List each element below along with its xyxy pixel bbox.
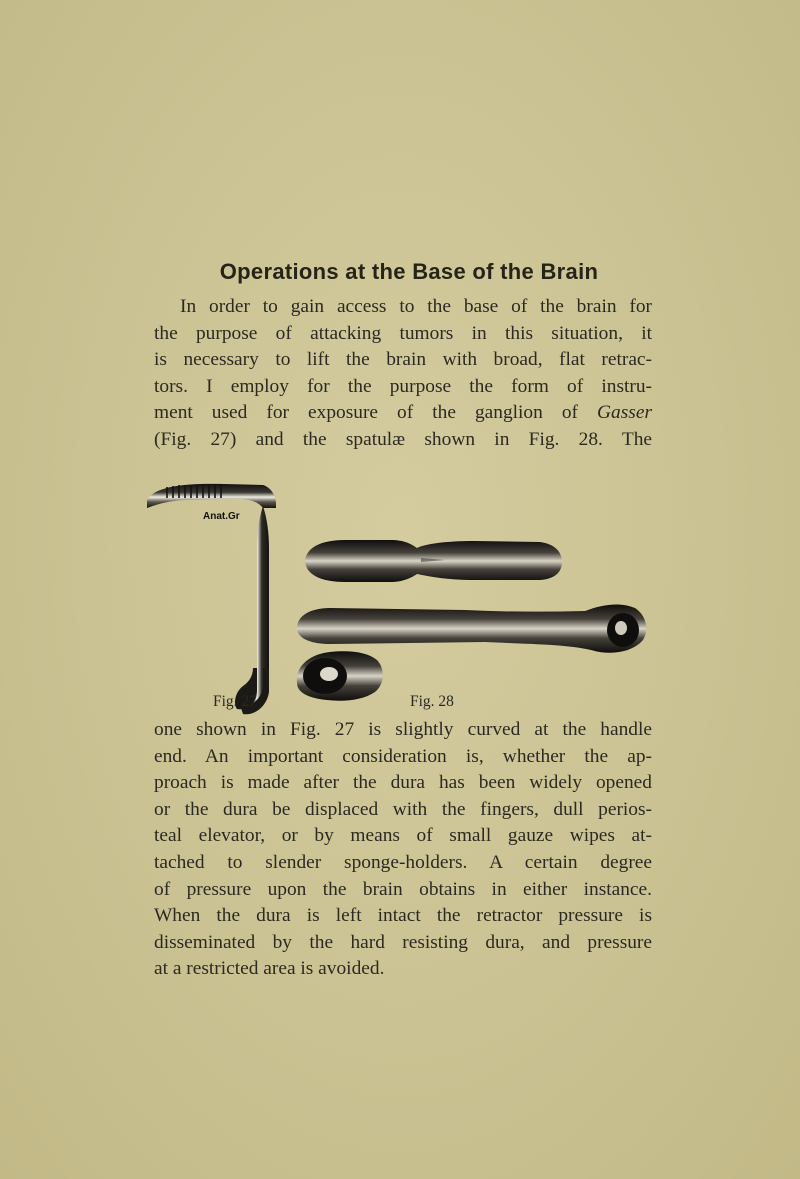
retractor-fig27 xyxy=(147,484,276,714)
text-line: In order to gain access to the base of the brain for xyxy=(180,296,652,317)
text-line: is necessary to lift the brain with broad, flat retrac- xyxy=(154,349,652,371)
figure-caption-27: Fig. 27 xyxy=(213,693,257,710)
gasser-name: Gasser xyxy=(597,402,652,424)
text-line: teal elevator, or by means of small gauze wipes at- xyxy=(154,825,652,847)
text-line: or the dura be displaced with the fingers, dull perios- xyxy=(154,798,652,820)
text-line-with-italic xyxy=(154,400,652,427)
text-line: tors. I employ for the purpose the form of instru- xyxy=(154,375,652,397)
paragraph-2 xyxy=(154,717,652,983)
instrument-figure xyxy=(145,478,665,723)
text-line: proach is made after the dura has been widely opened xyxy=(154,772,652,794)
figure-caption-28: Fig. 28 xyxy=(410,693,454,710)
text-line: When the dura is left intact the retractor pressure is xyxy=(154,905,652,927)
instrument-illustration xyxy=(145,478,665,723)
text-line: end. An important consideration is, whether the ap- xyxy=(154,745,652,767)
page-title: Operations at the Base of the Brain xyxy=(219,259,599,284)
text-line: tached to slender sponge-holders. A certain degree xyxy=(154,851,652,873)
text-line: of pressure upon the brain obtains in either instance. xyxy=(154,878,652,900)
text-fragment: ment used for exposure of the ganglion of xyxy=(154,402,598,424)
text-line: (Fig. 27) and the spatulæ shown in Fig. 28. The xyxy=(154,428,652,450)
text-line: at a restricted area is avoided. xyxy=(154,958,385,980)
spatulae-fig28 xyxy=(297,540,646,701)
paragraph-1 xyxy=(154,294,652,454)
text-line: one shown in Fig. 27 is slightly curved at the handle xyxy=(154,719,652,740)
instrument-stamp: Anat.Gr xyxy=(203,511,240,522)
text-line: the purpose of attacking tumors in this situation, it xyxy=(154,322,652,344)
text-line: disseminated by the hard resisting dura, and pressure xyxy=(154,931,652,953)
